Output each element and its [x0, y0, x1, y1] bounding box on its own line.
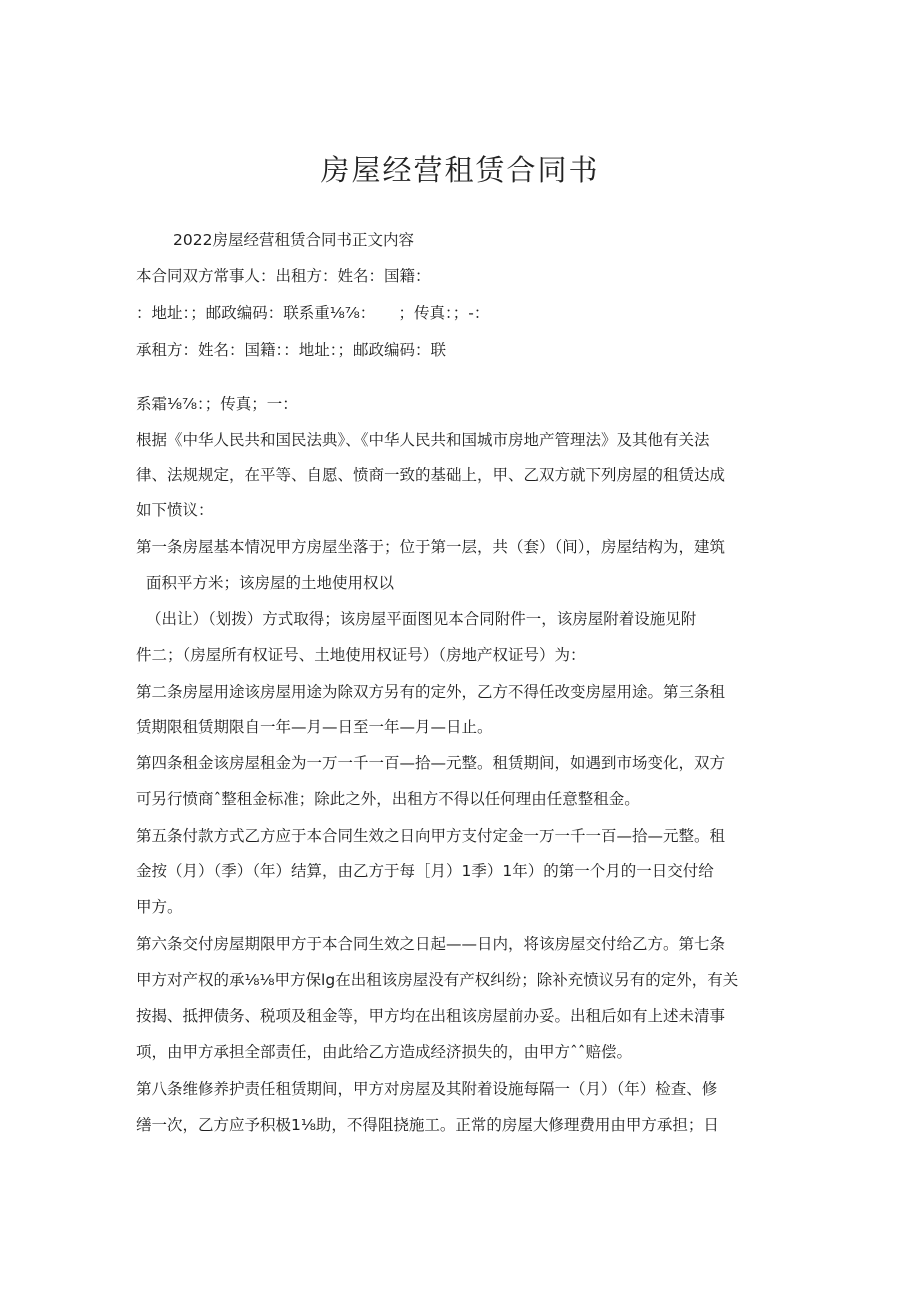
paragraph-line: 第四条租金该房屋租金为一万一千一百—拾—元整。租赁期间，如遇到市场变化，双方 [136, 754, 726, 772]
paragraph-line: 第五条付款方式乙方应于本合同生效之日向甲方支付定金一万一千一百—拾—元整。租 [136, 827, 726, 845]
paragraph-line: 缮一次，乙方应予积极1⅛助，不得阻挠施工。正常的房屋大修理费用由甲方承担；日 [136, 1116, 719, 1134]
paragraph-line: 如下愤议： [136, 501, 214, 519]
paragraph-line: 赁期限租赁期限自一年—月—日至一年—月—日止。 [136, 718, 493, 736]
paragraph-line: 律、法规规定，在平等、自愿、愤商一致的基础上，甲、乙双方就下列房屋的租赁达成 [136, 466, 726, 484]
paragraph-line: 项，由甲方承担全部责任，由此给乙方造成经济损失的，由甲方ˆˆ赔偿。 [136, 1043, 633, 1061]
paragraph-line: 金按（月）（季）（年）结算，由乙方于每［月）1季）1年）的第一个月的一日交付给 [136, 862, 714, 880]
paragraph-line: 可另行愤商ˆ整租金标准；除此之外，出租方不得以任何理由任意整租金。 [136, 790, 640, 808]
paragraph-line: 第一条房屋基本情况甲方房屋坐落于；位于第一层，共（套）（间），房屋结构为，建筑 [136, 538, 726, 556]
paragraph-line: （出让）（划拨）方式取得；该房屋平面图见本合同附件一，该房屋附着设施见附 [146, 610, 697, 628]
paragraph-line: 件二；（房屋所有权证号、土地使用权证号）（房地产权证号）为： [136, 646, 586, 664]
paragraph-line: 系霜⅛⅞：；传真；一： [136, 395, 298, 413]
paragraph-line: 甲方对产权的承⅛⅛甲方保lg在出租该房屋没有产权纠纷；除补充愤议另有的定外，有关 [136, 971, 739, 989]
paragraph-line: 按揭、抵押债务、税项及租金等，甲方均在出租该房屋前办妥。出租后如有上述未清事 [136, 1007, 726, 1025]
document-title: 房屋经营租赁合同书 [320, 153, 600, 187]
paragraph-line: 第八条维修养护责任租赁期间，甲方对房屋及其附着设施每隔一（月）（年）检查、修 [136, 1080, 718, 1098]
paragraph-line: 根据《中华人民共和国民法典》、《中华人民共和国城市房地产管理法》及其他有关法 [136, 431, 710, 449]
paragraph-line: 第六条交付房屋期限甲方于本合同生效之日起——日内，将该房屋交付给乙方。第七条 [136, 935, 726, 953]
paragraph-line: 甲方。 [136, 898, 183, 916]
paragraph-line: 面积平方米；该房屋的土地使用权以 [146, 574, 395, 592]
paragraph-line: 承租方：姓名：国籍：：地址：；邮政编码：联 [136, 341, 447, 359]
paragraph-line: 本合同双方常事人：出租方：姓名：国籍： [136, 267, 431, 285]
paragraph-line: ：地址：；邮政编码：联系重⅛⅞： ；传真：；-： [136, 304, 490, 322]
document-subtitle: 2022房屋经营租赁合同书正文内容 [173, 231, 414, 249]
paragraph-line: 第二条房屋用途该房屋用途为除双方另有的定外，乙方不得任改变房屋用途。第三条租 [136, 683, 726, 701]
